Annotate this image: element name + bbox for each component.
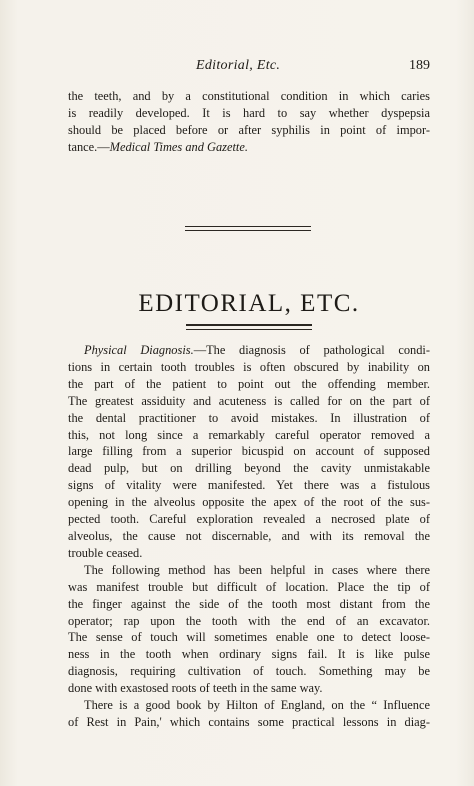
running-head-title: Editorial, Etc. [196, 58, 281, 73]
section-title: EDITORIAL, ETC. [138, 290, 360, 317]
text-line: diagnosis, requiring cultivation of touch. Something may be [68, 664, 430, 679]
text-line: operator; rap upon the tooth with the end of an excavator. [68, 613, 430, 628]
text-line: is readily developed. It is hard to say whether dyspepsia [68, 105, 430, 120]
text-line: ness in the tooth when ordinary signs fail. It is like pulse [68, 647, 430, 662]
paragraph-lead-heading: Physical Diagnosis. [84, 343, 194, 357]
source-citation: Medical Times and Gazette. [109, 139, 248, 154]
text-line: alveolus, the cause not discernable, and with its removal the [68, 528, 430, 543]
text-fragment: tance.— [68, 139, 110, 154]
text-line: signs of vitality were manifested. Yet there was a fistulous [68, 478, 430, 493]
title-rule [186, 324, 312, 330]
section-divider [185, 226, 311, 231]
text-line: was manifest trouble but difficult of location. Place the tip of [68, 579, 430, 594]
text-line-with-source [68, 139, 430, 156]
text-line: The sense of touch will sometimes enable one to detect loose- [68, 630, 430, 645]
paragraph-first-line: There is a good book by Hilton of England, on the “ Influence [84, 698, 430, 713]
paragraph-first-line: The following method has been helpful in cases where there [84, 562, 430, 577]
text-line: The greatest assiduity and acuteness is called for on the part of [68, 393, 430, 408]
top-paragraph [68, 88, 430, 156]
text-line: should be placed before or after syphilis in point of impor- [68, 122, 430, 137]
page-number: 189 [409, 58, 430, 73]
editorial-body [68, 342, 430, 731]
running-head [68, 58, 430, 78]
text-line: pected tooth. Careful exploration revealed a necrosed plate of [68, 512, 430, 527]
text-line: the finger against the side of the tooth most distant from the [68, 596, 430, 611]
text-line: the teeth, and by a constitutional condition in which caries [68, 89, 430, 103]
text-line: the dental practitioner to avoid mistakes. In illustration of [68, 410, 430, 425]
text-line: dead pulp, but on drilling beyond the cavity unmistakable [68, 461, 430, 476]
text-line: opening in the alveolus opposite the apex of the root of the sus- [68, 495, 430, 510]
text-line: done with exastosed roots of teeth in the same way. [68, 681, 323, 696]
text-line: the part of the patient to point out the offending member. [68, 376, 430, 391]
text-line: of Rest in Pain,' which contains some practical lessons in diag- [68, 714, 430, 729]
text-line: tions in certain tooth troubles is often obscured by inability on [68, 359, 430, 374]
text-line: this, not long since a remarkably careful operator removed a [68, 427, 430, 442]
paragraph-first-line [68, 342, 430, 359]
text-fragment: —The diagnosis of pathological condi- [193, 343, 431, 357]
text-line: trouble ceased. [68, 545, 143, 560]
text-line: large filling from a superior bicuspid on account of supposed [68, 444, 430, 459]
